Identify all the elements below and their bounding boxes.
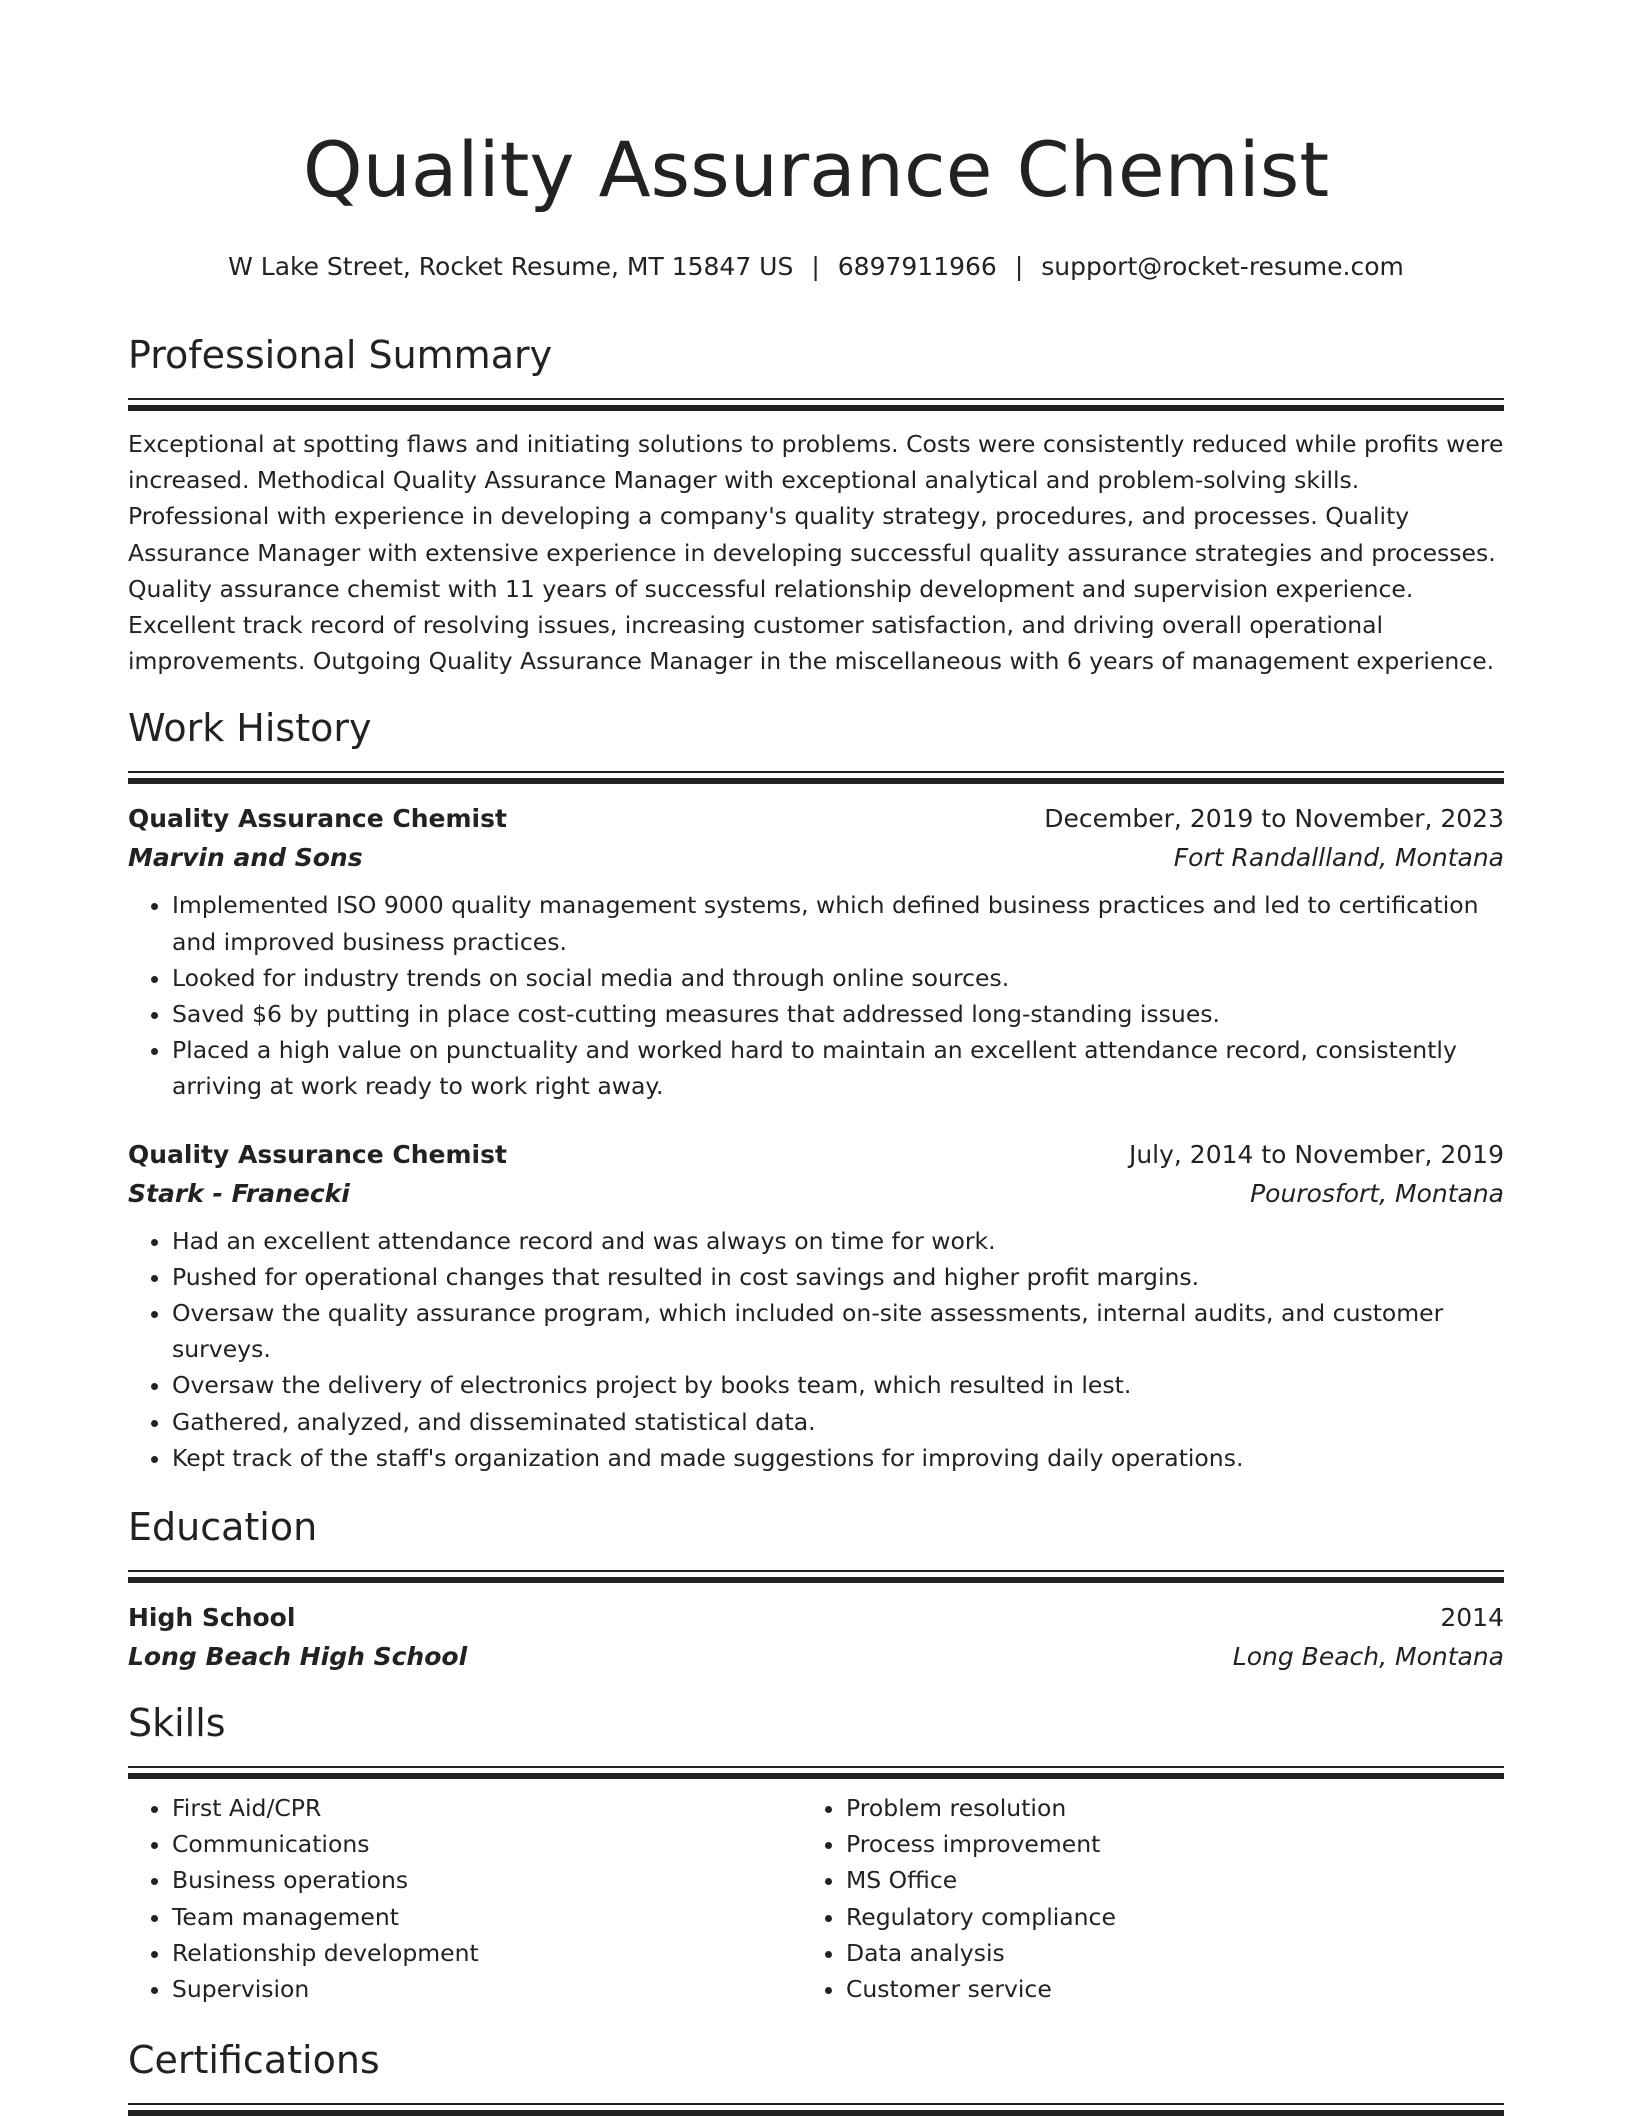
job-position: Quality Assurance Chemist [128,1139,507,1169]
contact-address: W Lake Street, Rocket Resume, MT 15847 US [228,252,794,281]
education-degree: High School [128,1603,296,1633]
list-item: • Placed a high value on punctuality and worked hard to maintain an excellent attendance record, consistently arriving at work ready to work right away. [172,1032,1504,1104]
section-education [128,1502,1504,1676]
section-title-work-history: Work History [128,706,372,751]
section-summary [128,330,1504,679]
job-entry [128,799,1504,1104]
list-item: • Communications [172,1826,802,1862]
section-divider [128,1766,1504,1778]
education-year: 2014 [1440,1603,1504,1633]
list-item: • Team management [172,1899,802,1935]
job-location: Pourosfort, Montana [1250,1178,1504,1208]
list-item: • Pushed for operational changes that resulted in cost savings and higher profit margins. [172,1259,1504,1295]
contact-separator: | [1014,252,1024,281]
job-dates: December, 2019 to November, 2023 [1044,804,1504,834]
skills-list-left [128,1790,802,2007]
job-entry [128,1135,1504,1476]
list-item: • Kept track of the staff's organization and made suggestions for improving daily operations. [172,1440,1504,1476]
list-item: • Oversaw the quality assurance program, which included on-site assessments, internal audits, and customer surveys. [172,1295,1504,1367]
job-header [128,1135,1504,1174]
job-company: Stark - Franecki [128,1178,350,1208]
list-item: • Process improvement [846,1826,1476,1862]
education-subheader [128,1637,1504,1676]
skills-grid [128,1790,1504,2007]
section-title-education: Education [128,1505,318,1550]
section-certifications [128,2035,1504,2115]
section-divider [128,771,1504,783]
list-item: • Gathered, analyzed, and disseminated statistical data. [172,1404,1504,1440]
list-item: • Business operations [172,1862,802,1898]
job-company: Marvin and Sons [128,843,363,873]
section-divider [128,398,1504,410]
list-item: • Relationship development [172,1935,802,1971]
job-location: Fort Randallland, Montana [1173,843,1504,873]
section-title-skills: Skills [128,1701,226,1746]
section-divider [128,2103,1504,2115]
list-item: • Oversaw the delivery of electronics project by books team, which resulted in lest. [172,1367,1504,1403]
section-title-summary: Professional Summary [128,333,553,377]
summary-text: Exceptional at spotting flaws and initiating solutions to problems. Costs were consistently reduced while profits were increased. Methodical Quality Assurance Manager with exceptional analytical and problem-solving skills. Professional with experience in developing a company's quality strategy, procedures, and processes. Quality Assurance Manager with extensive experience in developing successful quality assurance strategies and processes. Quality assurance chemist with 11 years of successful relationship development and supervision experience. Excellent track record of resolving issues, increasing customer satisfaction, and driving overall operational improvements. Outgoing Quality Assurance Manager in the miscellaneous with 6 years of management experience. [128,430,1504,676]
contact-email: support@rocket-resume.com [1041,252,1404,281]
section-skills [128,1698,1504,2007]
list-item: • MS Office [846,1862,1476,1898]
list-item: • Saved $6 by putting in place cost-cutting measures that addressed long-standing issues. [172,996,1504,1032]
resume-name: Quality Assurance Chemist [302,125,1330,214]
education-school: Long Beach High School [128,1642,468,1672]
section-title-certifications: Certifications [128,2038,380,2083]
job-subheader [128,838,1504,877]
contact-separator: | [811,252,820,281]
list-item: • Implemented ISO 9000 quality management systems, which defined business practices and led to certification and improved business practices. [172,887,1504,959]
job-dates: July, 2014 to November, 2019 [1128,1139,1504,1169]
education-header [128,1598,1504,1637]
job-bullets [128,887,1504,1104]
list-item: • Regulatory compliance [846,1899,1476,1935]
list-item: • Had an excellent attendance record and was always on time for work. [172,1223,1504,1259]
list-item: • Looked for industry trends on social media and through online sources. [172,960,1504,996]
job-position: Quality Assurance Chemist [128,804,507,834]
contact-phone: 6897911966 [837,252,997,281]
list-item: • Data analysis [846,1935,1476,1971]
list-item: • Supervision [172,1971,802,2007]
job-subheader [128,1174,1504,1213]
section-work-history [128,703,1504,1476]
skills-list-right [802,1790,1476,2007]
list-item: • Problem resolution [846,1790,1476,1826]
education-location: Long Beach, Montana [1232,1642,1504,1672]
job-header [128,799,1504,838]
contact-line [128,250,1504,284]
section-divider [128,1570,1504,1582]
list-item: • First Aid/CPR [172,1790,802,1826]
job-bullets [128,1223,1504,1476]
list-item: • Customer service [846,1971,1476,2007]
education-entry [128,1598,1504,1676]
